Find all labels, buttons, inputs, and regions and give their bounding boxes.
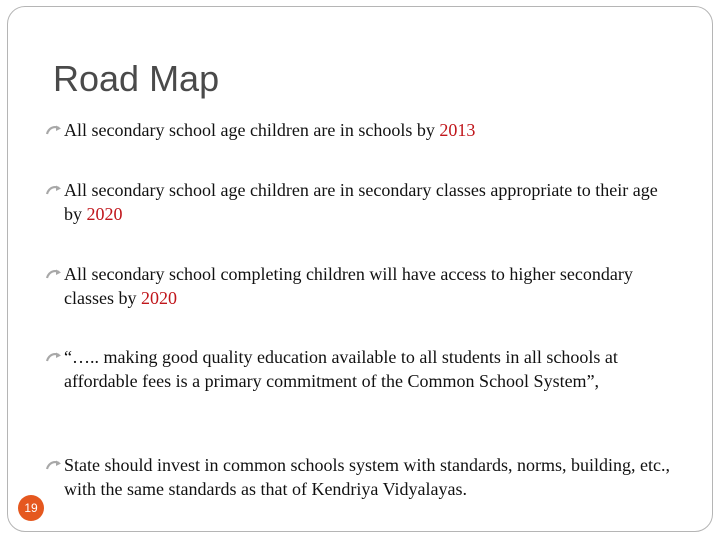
curved-arrow-icon [46, 184, 62, 196]
bullet-item [46, 178, 676, 226]
bullet-year: 2013 [439, 120, 476, 140]
curved-arrow-icon [46, 124, 62, 136]
page-number-badge: 19 [18, 495, 44, 521]
curved-arrow-icon [46, 268, 62, 280]
bullet-text: “….. making good quality education available to all students in all schools at affordable fees is a primary commitment of the Common School System”, [64, 347, 618, 391]
bullet-item [46, 453, 676, 501]
bullet-text: All secondary school age children are in secondary classes appropriate to their age by [64, 180, 658, 224]
bullet-text: State should invest in common schools system with standards, norms, building, etc., with the same standards as that of Kendriya Vidyalayas. [64, 455, 670, 499]
curved-arrow-icon [46, 351, 62, 363]
curved-arrow-icon [46, 459, 62, 471]
bullet-text: All secondary school age children are in schools by [64, 120, 440, 140]
bullet-item [46, 262, 676, 310]
bullet-item [46, 345, 676, 393]
bullet-text: All secondary school completing children will have access to higher secondary classes by [64, 264, 633, 308]
bullet-item [46, 118, 676, 142]
bullet-year: 2020 [86, 204, 123, 224]
bullet-year: 2020 [140, 288, 177, 308]
slide-title: Road Map [53, 58, 220, 99]
